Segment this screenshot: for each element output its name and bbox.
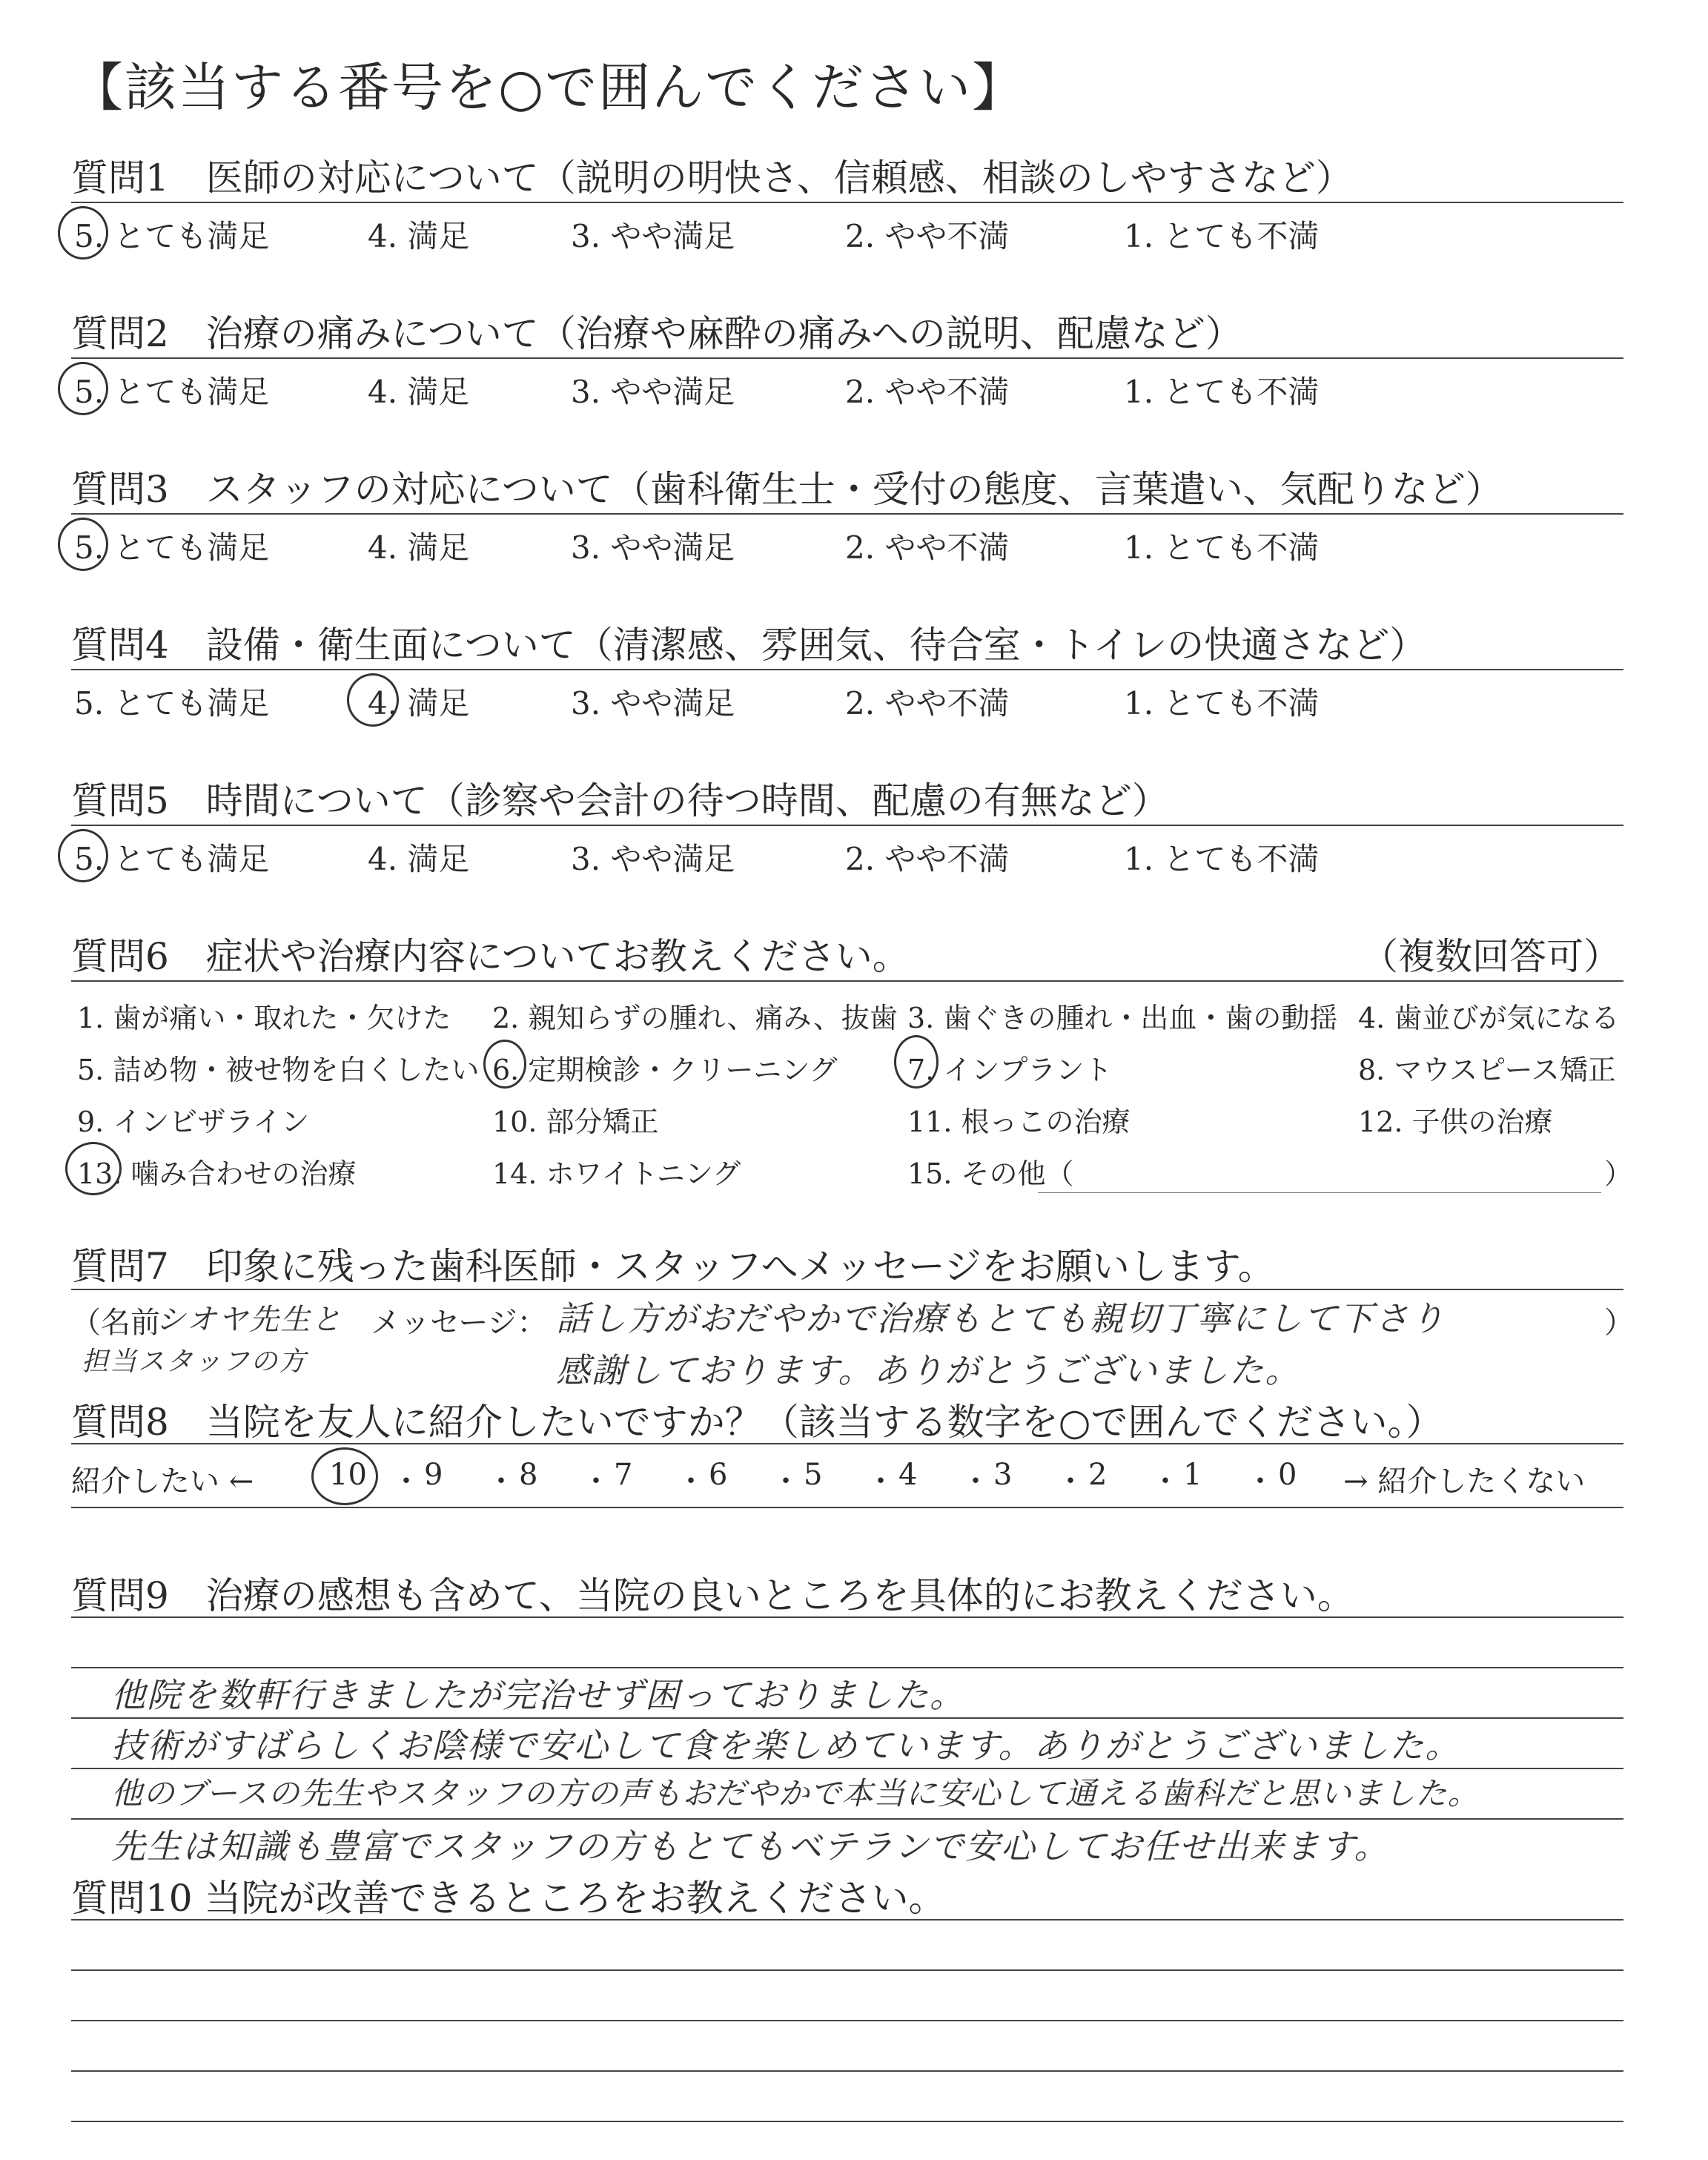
q6-option-7[interactable]: 7. インプラント <box>907 1054 1113 1086</box>
q9-answer-line-1[interactable]: 他院を数軒行きましたが完治せず困っておりました。 <box>111 1675 965 1715</box>
question-3-title: 質問3 スタッフの対応について（歯科衛生士・受付の態度、言葉遣い、気配りなど） <box>71 468 1503 511</box>
q6-option-11[interactable]: 11. 根っこの治療 <box>907 1106 1131 1138</box>
q2-answer-circle <box>58 362 108 415</box>
q2-option-4[interactable]: 4. 満足 <box>368 374 470 410</box>
q7-name-label: （名前 <box>71 1306 160 1340</box>
q3-option-2[interactable]: 2. やや不満 <box>845 529 1010 566</box>
q9-answer-line-4[interactable]: 先生は知識も豊富でスタッフの方もとてもベテランで安心してお任せ出来ます。 <box>111 1826 1390 1866</box>
q7-name-value[interactable]: シオヤ先生と <box>156 1303 342 1337</box>
q8-scale-separator: ・ <box>771 1464 801 1499</box>
q6-option-14[interactable]: 14. ホワイトニング <box>492 1157 741 1190</box>
q8-scale-value[interactable]: 8 <box>519 1458 538 1492</box>
q9-answer-line-2[interactable]: 技術がすばらしくお陰様で安心して食を楽しめています。ありがとうございました。 <box>111 1725 1461 1766</box>
q7-message-line-1[interactable]: 話し方がおだやかで治療もとても親切丁寧にして下さり <box>556 1298 1446 1338</box>
q6-option-2[interactable]: 2. 親知らずの腫れ、痛み、抜歯 <box>492 1002 898 1034</box>
question-6-note: （複数回答可） <box>1361 935 1621 978</box>
q1-option-5[interactable]: 5. とても満足 <box>74 218 270 254</box>
divider <box>71 1919 1623 1920</box>
q8-scale-value[interactable]: 9 <box>424 1458 443 1492</box>
question-7-title: 質問7 印象に残った歯科医師・スタッフへメッセージをお願いします。 <box>71 1245 1275 1288</box>
q3-option-5[interactable]: 5. とても満足 <box>74 529 270 566</box>
question-4-title: 質問4 設備・衛生面について（清潔感、雰囲気、待合室・トイレの快適さなど） <box>71 624 1427 667</box>
q9-answer-line-3[interactable]: 他のブースの先生やスタッフの方の声もおだやかで本当に安心して通える歯科だと思いました。 <box>111 1775 1480 1811</box>
q3-answer-circle <box>58 518 108 571</box>
q6-option-10[interactable]: 10. 部分矯正 <box>492 1106 659 1138</box>
q5-answer-circle <box>58 829 108 882</box>
q8-scale-separator: ・ <box>866 1464 896 1499</box>
q1-option-1[interactable]: 1. とても不満 <box>1124 218 1320 254</box>
q4-option-2[interactable]: 2. やや不満 <box>845 685 1010 721</box>
question-8-title: 質問8 当院を友人に紹介したいですか？（該当する数字を○で囲んでください。） <box>71 1401 1443 1444</box>
q4-answer-circle <box>347 673 399 727</box>
q4-option-4[interactable]: 4. 満足 <box>368 685 470 721</box>
q8-scale-right-label: → 紹介したくない <box>1343 1464 1586 1499</box>
q8-scale-separator: ・ <box>1056 1464 1085 1499</box>
divider <box>71 1507 1623 1508</box>
q6-option-13[interactable]: 13. 噛み合わせの治療 <box>77 1157 357 1190</box>
divider <box>71 825 1623 826</box>
divider <box>71 1289 1623 1290</box>
q6-other-close: ） <box>1604 1157 1633 1190</box>
q8-scale-value[interactable]: 1 <box>1183 1458 1202 1492</box>
q8-scale-value[interactable]: 3 <box>993 1458 1013 1492</box>
q5-option-1[interactable]: 1. とても不満 <box>1124 841 1320 877</box>
question-10-title: 質問10 当院が改善できるところをお教えください。 <box>71 1877 946 1920</box>
q6-other-blank[interactable] <box>1038 1192 1601 1193</box>
divider <box>71 980 1623 982</box>
q8-scale-left-label: 紹介したい ← <box>71 1464 254 1499</box>
q6-option-12[interactable]: 12. 子供の治療 <box>1358 1106 1553 1138</box>
q8-scale-value[interactable]: 5 <box>804 1458 823 1492</box>
q2-option-3[interactable]: 3. やや満足 <box>571 374 735 410</box>
q5-option-2[interactable]: 2. やや不満 <box>845 841 1010 877</box>
form-header: 【該当する番号を○で囲んでください】 <box>71 57 1026 118</box>
q8-scale-separator: ・ <box>1245 1464 1275 1499</box>
q4-option-5[interactable]: 5. とても満足 <box>74 685 270 721</box>
q1-answer-circle <box>58 206 108 260</box>
q6-option-3[interactable]: 3. 歯ぐきの腫れ・出血・歯の動揺 <box>907 1002 1338 1034</box>
q8-scale-separator: ・ <box>391 1464 421 1499</box>
q7-message-label: メッセージ： <box>371 1306 547 1340</box>
q8-scale-separator: ・ <box>486 1464 516 1499</box>
q8-scale-value[interactable]: 10 <box>329 1458 367 1492</box>
q4-option-3[interactable]: 3. やや満足 <box>571 685 735 721</box>
question-5-title: 質問5 時間について（診察や会計の待つ時間、配慮の有無など） <box>71 779 1169 822</box>
q6-option-4[interactable]: 4. 歯並びが気になる <box>1358 1002 1620 1034</box>
question-6-title: 質問6 症状や治療内容についてお教えください。 <box>71 935 910 978</box>
question-9-title: 質問9 治療の感想も含めて、当院の良いところを具体的にお教えください。 <box>71 1574 1354 1617</box>
q10-answer-line[interactable] <box>71 1969 1623 1971</box>
q3-option-4[interactable]: 4. 満足 <box>368 529 470 566</box>
q8-answer-circle <box>311 1447 378 1505</box>
q8-scale-value[interactable]: 2 <box>1088 1458 1108 1492</box>
q6-option-9[interactable]: 9. インビザライン <box>77 1106 310 1138</box>
q8-scale-value[interactable]: 7 <box>614 1458 633 1492</box>
divider <box>71 513 1623 515</box>
q7-name-value-2[interactable]: 担当スタッフの方 <box>82 1347 308 1377</box>
divider <box>71 1616 1623 1618</box>
q6-option-6[interactable]: 6. 定期検診・クリーニング <box>492 1054 838 1086</box>
q6-option-5[interactable]: 5. 詰め物・被せ物を白くしたい <box>77 1054 480 1086</box>
q6-option-1[interactable]: 1. 歯が痛い・取れた・欠けた <box>77 1002 451 1034</box>
q8-scale-separator: ・ <box>676 1464 706 1499</box>
question-2-title: 質問2 治療の痛みについて（治療や麻酔の痛みへの説明、配慮など） <box>71 312 1242 355</box>
q1-option-2[interactable]: 2. やや不満 <box>845 218 1010 254</box>
q2-option-2[interactable]: 2. やや不満 <box>845 374 1010 410</box>
q8-scale-separator: ・ <box>961 1464 990 1499</box>
q6-option-8[interactable]: 8. マウスピース矯正 <box>1358 1054 1616 1086</box>
q8-scale-value[interactable]: 0 <box>1278 1458 1297 1492</box>
q7-message-line-2[interactable]: 感謝しております。ありがとうございました。 <box>556 1350 1301 1390</box>
divider <box>71 669 1623 670</box>
q5-option-3[interactable]: 3. やや満足 <box>571 841 735 877</box>
q6-answer-circle-7 <box>894 1035 939 1089</box>
q8-scale-separator: ・ <box>581 1464 611 1499</box>
divider <box>71 1443 1623 1444</box>
question-1-title: 質問1 医師の対応について（説明の明快さ、信頼感、相談のしやすさなど） <box>71 156 1353 199</box>
q4-option-1[interactable]: 1. とても不満 <box>1124 685 1320 721</box>
q8-scale-separator: ・ <box>1151 1464 1180 1499</box>
q1-option-3[interactable]: 3. やや満足 <box>571 218 735 254</box>
q1-option-4[interactable]: 4. 満足 <box>368 218 470 254</box>
q2-option-1[interactable]: 1. とても不満 <box>1124 374 1320 410</box>
q6-option-15[interactable]: 15. その他（ <box>907 1157 1074 1190</box>
q3-option-1[interactable]: 1. とても不満 <box>1124 529 1320 566</box>
q10-answer-line[interactable] <box>71 2020 1623 2021</box>
q3-option-3[interactable]: 3. やや満足 <box>571 529 735 566</box>
q7-close-paren: ） <box>1604 1306 1634 1340</box>
divider <box>71 357 1623 359</box>
q8-scale-value[interactable]: 6 <box>709 1458 728 1492</box>
q10-answer-line[interactable] <box>71 2070 1623 2072</box>
q6-answer-circle-6 <box>483 1040 526 1089</box>
divider <box>71 202 1623 203</box>
q5-option-4[interactable]: 4. 満足 <box>368 841 470 877</box>
q10-answer-line[interactable] <box>71 2121 1623 2122</box>
q5-option-5[interactable]: 5. とても満足 <box>74 841 270 877</box>
q2-option-5[interactable]: 5. とても満足 <box>74 374 270 410</box>
q8-scale-value[interactable]: 4 <box>898 1458 918 1492</box>
q6-answer-circle-13 <box>65 1142 122 1195</box>
